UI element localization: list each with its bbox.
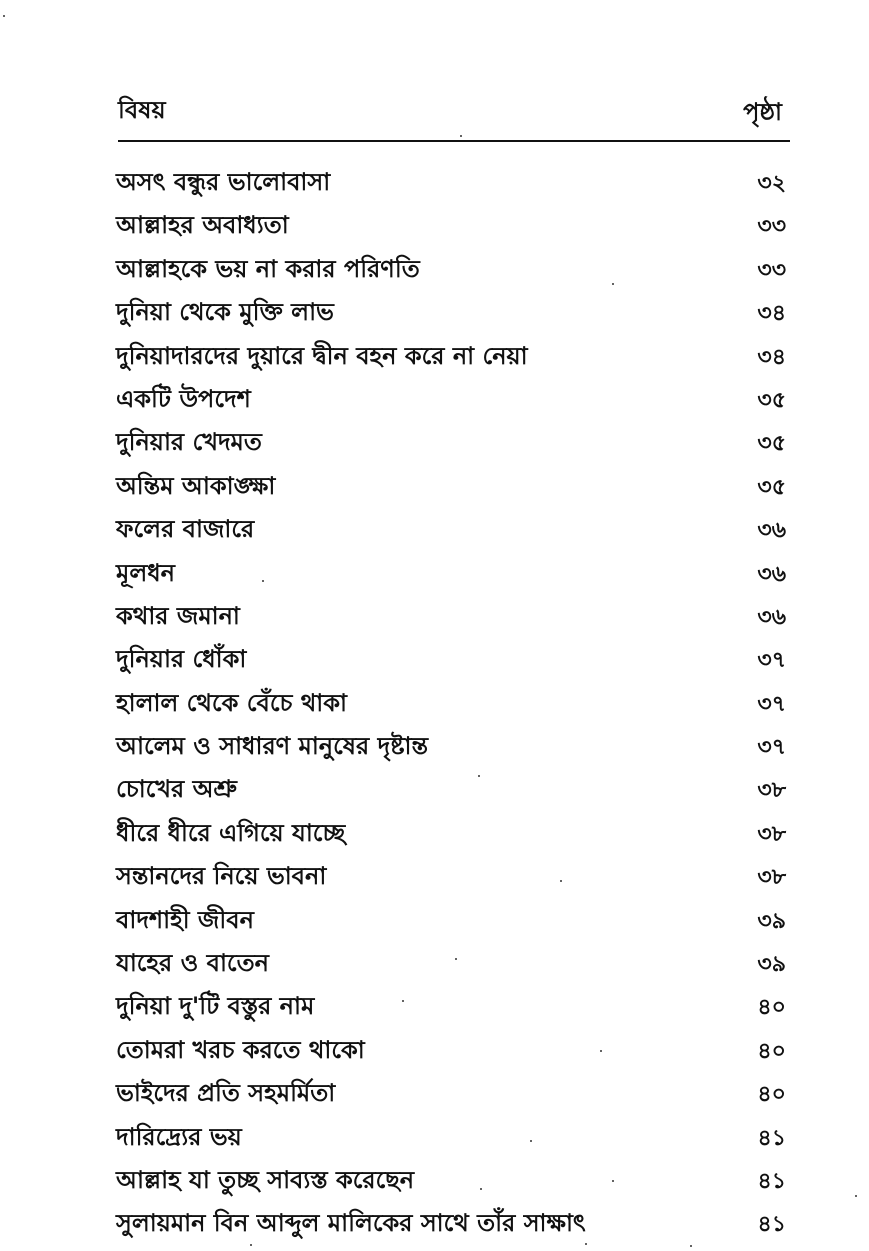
toc-entry-page: ৩৮: [757, 865, 786, 891]
toc-entry-page: ৩৪: [757, 344, 786, 370]
toc-entry: [116, 420, 790, 463]
toc-entry-page: ৩৬: [757, 518, 786, 544]
toc-entry-title: বাদশাহী জীবন: [116, 905, 254, 934]
toc-entry-title: দুনিয়ার খেদমত: [116, 428, 262, 457]
toc-entry-title: আল্লাহকে ভয় না করার পরিণতি: [116, 254, 420, 283]
toc-entry-title: ধীরে ধীরে এগিয়ে যাচ্ছে: [116, 818, 346, 847]
toc-entry-page: ৩৬: [757, 604, 786, 630]
toc-entry: [116, 464, 790, 507]
toc-entry-page: ৩৩: [757, 257, 786, 283]
toc-entry-page: ৪০: [757, 1082, 786, 1108]
scan-speck: [460, 135, 462, 137]
toc-entry: [116, 507, 790, 550]
toc-entry-title: অন্তিম আকাঙ্ক্ষা: [116, 471, 276, 500]
toc-entry: [116, 898, 790, 941]
scan-speck: [402, 1000, 404, 1002]
toc-entry: [116, 681, 790, 724]
toc-entry: [116, 724, 790, 767]
toc-entry: [116, 1158, 790, 1201]
toc-entry: [116, 811, 790, 854]
toc-entry-page: ৪১: [757, 1212, 786, 1238]
toc-entry: [116, 767, 790, 810]
toc-entry-page: ৩৫: [757, 474, 786, 500]
scan-speck: [560, 880, 562, 882]
toc-header: [118, 96, 790, 142]
toc-entry-title: কথার জমানা: [116, 601, 240, 630]
toc-entry-title: ফলের বাজারে: [116, 515, 255, 544]
scan-speck: [585, 1243, 587, 1245]
toc-entry-title: আল্লাহর অবাধ্যতা: [116, 211, 289, 240]
toc-entry: [116, 637, 790, 680]
scan-speck: [3, 15, 5, 17]
toc-entry-title: চোখের অশ্রু: [116, 775, 237, 804]
scan-speck: [480, 1188, 482, 1190]
toc-entry-page: ৩২: [757, 171, 786, 196]
toc-entry: [116, 290, 790, 333]
toc-entry-page: ৩৭: [757, 735, 786, 761]
toc-entry: [116, 377, 790, 420]
scan-speck: [262, 580, 264, 582]
toc-entry-title: ভাইদের প্রতি সহমর্মিতা: [116, 1079, 336, 1108]
toc-entry-title: অসৎ বন্ধুর ভালোবাসা: [116, 168, 331, 196]
scan-speck: [690, 1245, 692, 1247]
toc-entry: [116, 941, 790, 984]
toc-entry-page: ৩৭: [757, 691, 786, 717]
toc-entry: [116, 247, 790, 290]
toc-entry: [116, 1028, 790, 1071]
toc-entry-page: ৪১: [757, 1125, 786, 1151]
scan-speck: [855, 1195, 857, 1197]
toc-entry-title: দারিদ্র্যের ভয়: [116, 1122, 242, 1151]
toc-entry-title: আলেম ও সাধারণ মানুষের দৃষ্টান্ত: [116, 732, 429, 761]
scan-speck: [530, 1140, 532, 1142]
toc-entry: [116, 203, 790, 246]
toc-entry-page: ৩৯: [757, 952, 786, 978]
toc-entry-page: ৩৪: [757, 301, 786, 327]
toc-entry-page: ৩৩: [757, 214, 786, 240]
toc-entry: [116, 1201, 790, 1244]
toc-entry-page: ৩৯: [757, 908, 786, 934]
toc-entry-page: ৩৮: [757, 778, 786, 804]
toc-entry-title: তোমরা খরচ করতে থাকো: [116, 1035, 365, 1064]
toc-entry-title: দুনিয়ার ধোঁকা: [116, 645, 247, 674]
toc-entry-title: সন্তানদের নিয়ে ভাবনা: [116, 862, 327, 891]
topic-column-label: বিষয়: [118, 96, 166, 124]
toc-entry: [116, 551, 790, 594]
toc-entry: [116, 1115, 790, 1158]
table-of-contents: [116, 160, 790, 1245]
scan-speck: [455, 958, 457, 960]
toc-entry-title: মূলধন: [116, 558, 175, 587]
page-column-label: পৃষ্ঠা: [743, 98, 782, 126]
toc-entry: [116, 1071, 790, 1114]
toc-entry-title: যাহের ও বাতেন: [116, 949, 269, 978]
toc-entry-page: ৪০: [757, 995, 786, 1021]
toc-entry-title: আল্লাহ যা তুচ্ছ সাব্যস্ত করেছেন: [116, 1165, 415, 1194]
toc-entry-page: ৩৭: [757, 648, 786, 674]
toc-entry-title: দুনিয়া থেকে মুক্তি লাভ: [116, 298, 334, 327]
toc-entry: [116, 594, 790, 637]
scan-speck: [612, 1180, 614, 1182]
toc-entry-page: ৩৫: [757, 431, 786, 457]
toc-entry-title: দুনিয়া দু'টি বস্তুর নাম: [116, 992, 315, 1021]
toc-entry: [116, 984, 790, 1027]
toc-entry-title: দুনিয়াদারদের দুয়ারে দ্বীন বহন করে না নেয়া: [116, 341, 528, 370]
scan-speck: [612, 283, 614, 285]
scan-speck: [250, 1244, 252, 1246]
toc-entry-page: ৪১: [757, 1168, 786, 1194]
toc-entry-page: ৩৫: [757, 387, 786, 413]
toc-entry-title: সুলায়মান বিন আব্দুল মালিকের সাথে তাঁর সাক্ষাৎ: [116, 1209, 586, 1238]
scan-speck: [478, 775, 480, 777]
toc-entry: [116, 334, 790, 377]
toc-entry: [116, 160, 790, 203]
toc-entry-title: হালাল থেকে বেঁচে থাকা: [116, 688, 348, 717]
scan-speck: [600, 1050, 602, 1052]
toc-entry: [116, 854, 790, 897]
toc-entry-page: ৪০: [757, 1038, 786, 1064]
toc-entry-title: একটি উপদেশ: [116, 384, 251, 413]
toc-entry-page: ৩৬: [757, 561, 786, 587]
toc-entry-page: ৩৮: [757, 821, 786, 847]
